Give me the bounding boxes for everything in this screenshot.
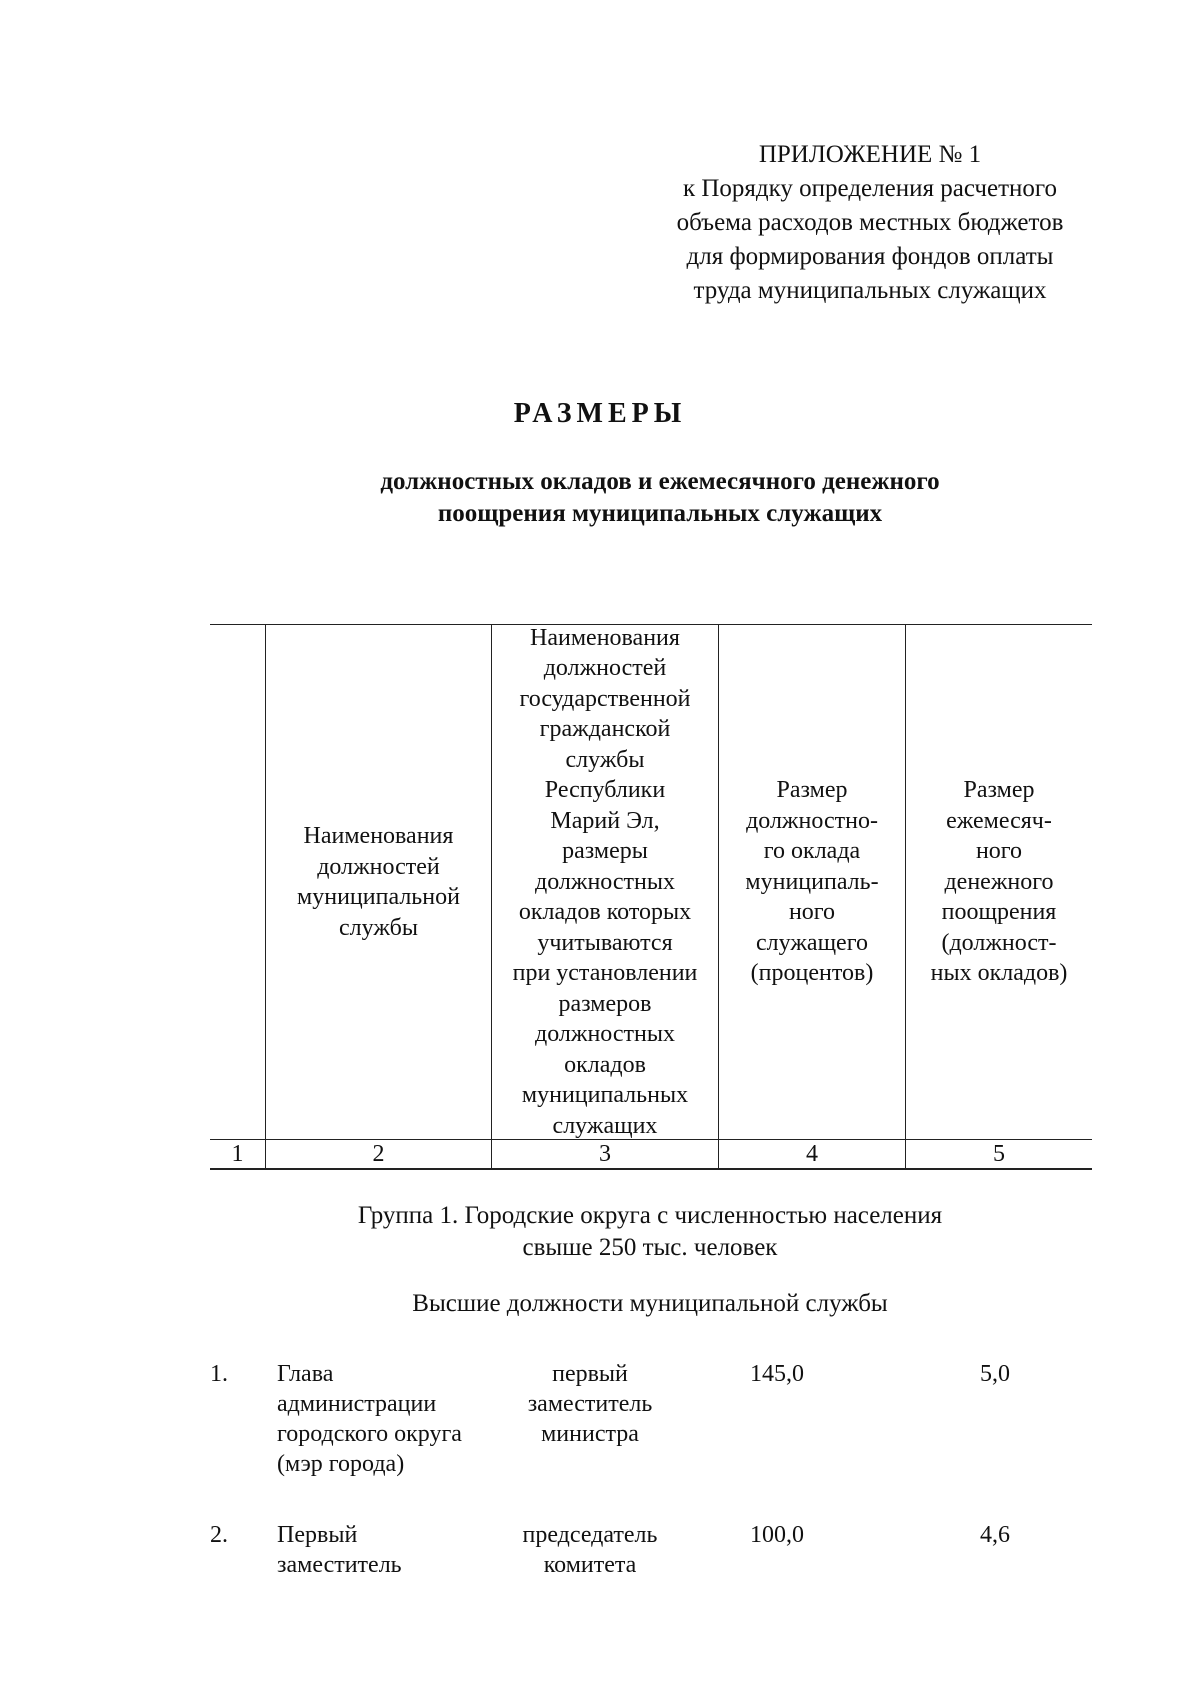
header-text: поощрения: [941, 899, 1057, 926]
header-text: должностных: [534, 868, 675, 895]
header-text: Размер: [776, 777, 848, 804]
header-text: размеры: [562, 838, 648, 865]
appendix-line: труда муниципальных служащих: [693, 277, 1047, 304]
header-text: гражданской: [539, 716, 671, 743]
header-text: муниципальной: [297, 884, 460, 910]
salary-percent: 100,0: [750, 1522, 804, 1548]
municipal-position: [277, 1520, 497, 1580]
subtitle-line: должностных окладов и ежемесячного денежного: [380, 468, 940, 495]
header-text: окладов: [564, 1051, 646, 1078]
header-text: службы: [565, 746, 645, 773]
group-heading-line: Группа 1. Городские округа с численностью населения: [357, 1202, 943, 1229]
header-text: службы: [339, 914, 418, 941]
cell-text: Первый: [277, 1522, 358, 1548]
column-number: 1: [231, 1141, 244, 1167]
header-text: Наименования: [303, 823, 454, 849]
header-text: государственной: [519, 685, 691, 712]
monthly-bonus: 5,0: [980, 1361, 1010, 1387]
header-text: денежного: [944, 868, 1054, 895]
subtitle-line: поощрения муниципальных служащих: [437, 500, 883, 527]
state-position: [510, 1359, 670, 1449]
header-col-4: [719, 625, 905, 1139]
header-text: служащих: [552, 1112, 658, 1139]
cell-text: (мэр города): [277, 1451, 405, 1477]
section-heading: Высшие должности муниципальной службы: [412, 1290, 888, 1317]
state-position: [510, 1520, 670, 1580]
header-col-2: [266, 625, 491, 1139]
table-header: [210, 624, 1092, 1169]
column-number: 4: [806, 1141, 818, 1167]
cell-text: заместитель: [527, 1391, 653, 1417]
salary-percent: 145,0: [750, 1361, 804, 1387]
header-text: ных окладов): [930, 960, 1068, 987]
header-text: ного: [788, 899, 836, 926]
column-number-row: [210, 1139, 1092, 1170]
header-text: должностных: [534, 1021, 675, 1048]
row-number: 1.: [210, 1361, 228, 1387]
municipal-position: [277, 1359, 497, 1479]
header-text: окладов которых: [518, 899, 692, 926]
header-text: муниципальных: [521, 1082, 689, 1109]
header-text: при установлении: [512, 960, 698, 987]
group-heading-line: свыше 250 тыс. человек: [522, 1234, 778, 1261]
header-col-1: [210, 625, 265, 1139]
header-col-3: [492, 625, 718, 1139]
appendix-line: для формирования фондов оплаты: [686, 243, 1054, 270]
cell-text: заместитель: [277, 1552, 402, 1578]
cell-text: администрации: [277, 1391, 437, 1417]
header-text: (процентов): [750, 960, 874, 987]
header-text: ежемесяч-: [946, 807, 1052, 834]
header-text: Марий Эл,: [550, 807, 660, 834]
header-text: Наименования: [530, 624, 680, 651]
column-number: 2: [372, 1141, 385, 1167]
column-number: 5: [993, 1141, 1005, 1167]
cell-text: городского округа: [277, 1421, 462, 1447]
header-text: муниципаль-: [745, 868, 879, 895]
header-text: Размер: [963, 777, 1035, 804]
header-text: ного: [975, 838, 1023, 865]
header-text: должностно-: [746, 807, 878, 834]
document-title: РАЗМЕРЫ: [513, 398, 687, 429]
header-text: размеров: [558, 990, 652, 1017]
header-col-5: [906, 625, 1092, 1139]
cell-text: Глава: [277, 1361, 334, 1387]
header-text: должностей: [543, 655, 667, 682]
monthly-bonus: 4,6: [980, 1522, 1010, 1548]
header-text: (должност-: [941, 929, 1057, 956]
header-text: служащего: [756, 929, 868, 956]
appendix-line: ПРИЛОЖЕНИЕ № 1: [758, 141, 982, 168]
cell-text: председатель: [522, 1522, 658, 1548]
appendix-heading: [640, 138, 1100, 308]
header-text: должностей: [317, 853, 440, 880]
cell-text: министра: [541, 1421, 639, 1447]
document-subtitle: [260, 466, 1060, 530]
column-number: 3: [599, 1141, 611, 1167]
cell-text: первый: [552, 1361, 628, 1387]
group-heading: [300, 1200, 1000, 1264]
header-text: го оклада: [763, 838, 861, 865]
appendix-line: к Порядку определения расчетного: [682, 175, 1058, 202]
row-number: 2.: [210, 1522, 228, 1548]
header-text: Республики: [544, 777, 666, 804]
header-text: учитываются: [537, 929, 673, 956]
cell-text: комитета: [543, 1552, 637, 1578]
appendix-line: объема расходов местных бюджетов: [676, 209, 1064, 236]
